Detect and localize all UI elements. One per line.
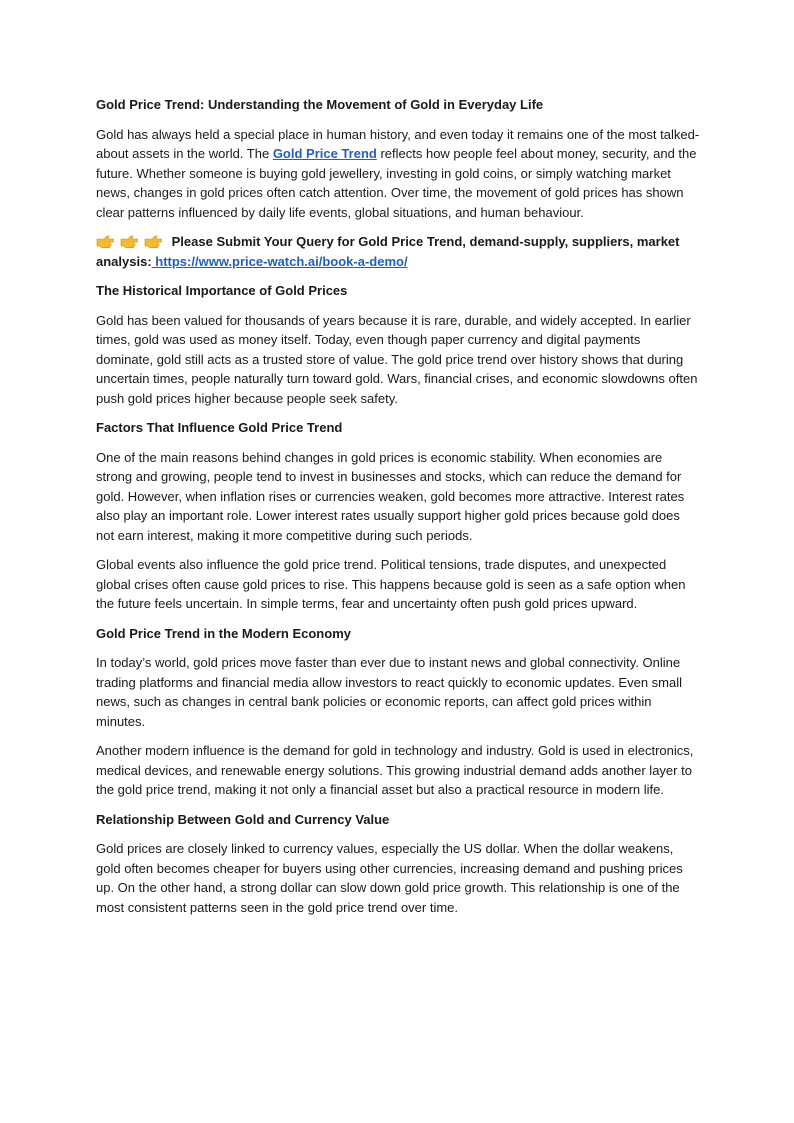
cta-text: Please Submit Your Query for Gold Price Trend, demand-supply, suppliers, market analysis: [96, 234, 680, 269]
section-paragraph: Gold prices are closely linked to currency values, especially the US dollar. When the dollar weakens, gold often becomes cheaper for buyers using other currencies, increasing demand and pushing prices up. On the other hand, a strong dollar can slow down gold price growth. This relationship is one of the most consistent patterns seen in the gold price trend over time. [96, 841, 683, 915]
section-paragraph: Global events also influence the gold price trend. Political tensions, trade disputes, and unexpected global crises often cause gold prices to rise. This happens because gold is seen as a safe option when the future feels uncertain. In simple terms, fear and uncertainty often push gold prices upward. [96, 557, 686, 611]
intro-text-before-link: Gold has always held a special place in human history, and even today it remains one of the most talked-about assets in the world. The [96, 126, 700, 161]
section-paragraph: Gold has been valued for thousands of years because it is rare, durable, and widely accepted. In earlier times, gold was used as money itself. Today, even though paper currency and digital payments dominate, gold still acts as a trusted store of value. The gold price trend over history shows that during uncertain times, people naturally turn toward gold. Wars, financial crises, and economic slowdowns often push gold prices higher because people seek safety. [96, 312, 698, 406]
document-page [96, 95, 700, 927]
pointing-hand-icon [144, 234, 162, 248]
section-paragraph: In today’s world, gold prices move faster than ever due to instant news and global connectivity. Online trading platforms and financial media allow investors to react quickly to economic updates. Even small news, such as changes in central bank policies or economic reports, can affect gold prices within minutes. [96, 655, 683, 729]
query-call-to-action [96, 232, 700, 271]
section-paragraph: Another modern influence is the demand for gold in technology and industry. Gold is used in electronics, medical devices, and renewable energy solutions. This growing industrial demand adds another layer to the gold price trend, making it not only a financial asset but also a practical resource in modern life. [96, 743, 694, 797]
pointing-hand-icon [96, 234, 114, 248]
document-sections [96, 281, 700, 917]
intro-paragraph [96, 125, 700, 223]
section-heading: Factors That Influence Gold Price Trend [96, 420, 343, 435]
pointing-hand-icon [120, 234, 138, 248]
section-paragraph: One of the main reasons behind changes in gold prices is economic stability. When economies are strong and growing, people tend to invest in businesses and stocks, which can reduce the demand for gold. However, when inflation rises or currencies weaken, gold becomes more attractive. Interest rates also play an important role. Lower interest rates usually support higher gold prices because gold does not earn interest, making it more competitive during such periods. [96, 449, 685, 543]
document-title: Gold Price Trend: Understanding the Movement of Gold in Everyday Life [96, 97, 544, 112]
section-heading: Relationship Between Gold and Currency Value [96, 811, 390, 827]
book-demo-link[interactable]: https://www.price-watch.ai/book-a-demo/ [151, 253, 408, 269]
gold-price-trend-link[interactable]: Gold Price Trend [272, 146, 377, 161]
section-heading: Gold Price Trend in the Modern Economy [96, 625, 351, 641]
section-heading: The Historical Importance of Gold Prices [96, 283, 348, 298]
intro-text-after-link: reflects how people feel about money, security, and the future. Whether someone is buying gold jewellery, investing in gold coins, or simply watching market news, changes in gold prices often catch attention. Over time, the movement of gold prices has shown clear patterns influenced by daily life events, global situations, and human behaviour. [96, 146, 697, 220]
